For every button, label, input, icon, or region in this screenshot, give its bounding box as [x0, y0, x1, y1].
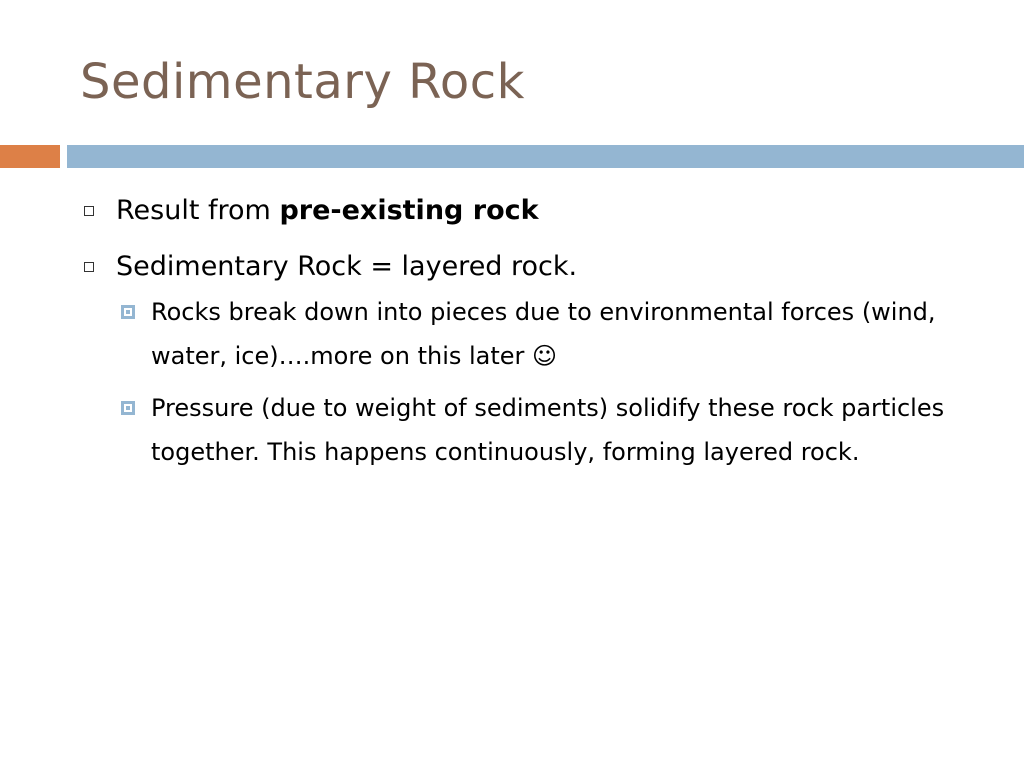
bullet-text: Sedimentary Rock = layered rock.: [116, 251, 578, 282]
bullet-text: Result from: [116, 195, 280, 226]
framed-square-icon: [121, 305, 135, 319]
sub-bullet-text: Rocks break down into pieces due to environmental forces (wind, water, ice)….more on this later ☺: [151, 298, 936, 370]
sub-bullet-item: [118, 386, 990, 474]
hollow-square-icon: [84, 262, 94, 272]
bullet-item: [80, 246, 990, 288]
sub-bullet-text: Pressure (due to weight of sediments) solidify these rock particles together. This happens continuously, forming layered rock.: [151, 394, 945, 466]
sub-bullet-item: [118, 290, 990, 378]
title-accent-bar: [0, 145, 60, 168]
bullet-item: [80, 190, 990, 232]
slide-title: Sedimentary Rock: [80, 54, 525, 110]
slide-body: [80, 190, 990, 482]
bullet-bold-text: pre-existing rock: [279, 195, 539, 226]
hollow-square-icon: [84, 206, 94, 216]
framed-square-icon: [121, 401, 135, 415]
title-divider-bar: [67, 145, 1024, 168]
